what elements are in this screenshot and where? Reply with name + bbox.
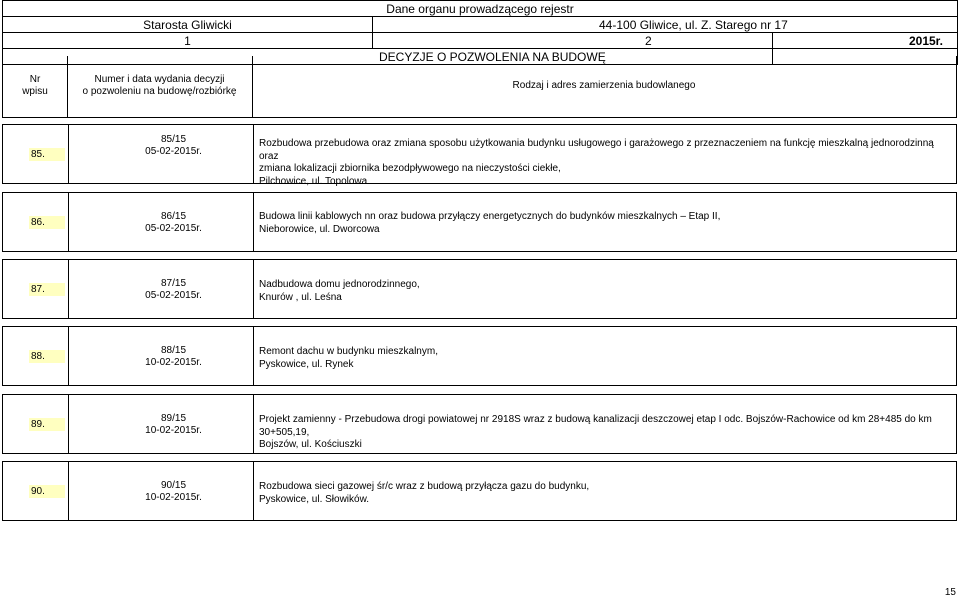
register-year: 2015r. [773, 33, 958, 49]
record-description-line: Budowa linii kablowych nn oraz budowa przyłączy energetycznych do budynków mieszkalnych – Etap II, [259, 211, 721, 222]
record-address: Bojszów, ul. Kościuszki [259, 439, 362, 450]
register-subtitle: DECYZJE O POZWOLENIA NA BUDOWĘ [3, 49, 773, 65]
record-row [2, 394, 957, 454]
record-decision-date: 05-02-2015r. [145, 223, 202, 234]
record-address: Nieborowice, ul. Dworcowa [259, 223, 380, 235]
record-decision-date: 10-02-2015r. [145, 425, 202, 436]
authority-address: 44-100 Gliwice, ul. Z. Starego nr 17 [373, 17, 958, 33]
record-decision-date: 10-02-2015r. [145, 357, 202, 368]
record-row [2, 259, 957, 319]
record-decision-number: 86/15 [160, 211, 187, 222]
column-header-decision [67, 56, 253, 118]
record-address: Pyskowice, ul. Rynek [259, 358, 354, 370]
record-description-line: zmiana lokalizacji zbiornika bezodpływowego na nieczystości ciekłe, [259, 163, 561, 174]
record-decision-number: 85/15 [160, 134, 187, 145]
record-row [2, 124, 957, 187]
record-nr: 89. [29, 418, 65, 431]
column-header-nr [2, 56, 68, 118]
record-decision-number: 88/15 [160, 345, 187, 356]
record-row [2, 192, 957, 252]
record-address: Knurów , ul. Leśna [259, 291, 342, 303]
page-number: 15 [944, 587, 956, 598]
record-nr: 86. [29, 216, 65, 229]
authority-name: Starosta Gliwicki [3, 17, 373, 33]
record-description-line: Remont dachu w budynku mieszkalnym, [259, 346, 438, 357]
register-title: Dane organu prowadzącego rejestr [3, 1, 958, 17]
record-nr: 88. [29, 350, 65, 363]
record-decision-number: 89/15 [160, 413, 187, 424]
record-decision-date: 10-02-2015r. [145, 492, 202, 503]
record-row [2, 326, 957, 386]
record-row [2, 461, 957, 521]
record-description-line: Rozbudowa przebudowa oraz zmiana sposobu użytkowania budynku usługowego i garażowego z przeznaczeniem na funkcję mieszkalną jednorodzinną oraz [259, 138, 934, 162]
record-address: Pilchowice, ul. Topolowa [259, 175, 368, 187]
record-decision-number: 87/15 [160, 278, 187, 289]
record-decision-date: 05-02-2015r. [145, 290, 202, 301]
column-header-description-label: Rodzaj i adres zamierzenia budowlanego [512, 80, 696, 91]
column-header-nr-line1: Nr [29, 74, 41, 85]
record-decision-date: 05-02-2015r. [145, 146, 202, 157]
record-nr: 90. [29, 485, 65, 498]
column-header-decision-line1: Numer i data wydania decyzji [94, 74, 225, 85]
record-description-line: Nadbudowa domu jednorodzinnego, [259, 279, 420, 290]
column-header-description [252, 56, 957, 118]
column-number-1: 1 [3, 33, 373, 49]
record-description-line: Rozbudowa sieci gazowej śr/c wraz z budową przyłącza gazu do budynku, [259, 481, 590, 492]
record-nr: 87. [29, 283, 65, 296]
record-nr: 85. [29, 148, 65, 161]
column-header-decision-line2: o pozwoleniu na budowę/rozbiórkę [82, 86, 237, 97]
column-header-nr-line2: wpisu [22, 86, 48, 97]
record-address: Pyskowice, ul. Słowików. [259, 493, 370, 505]
record-description-line: Projekt zamienny - Przebudowa drogi powiatowej nr 2918S wraz z budową kanalizacji deszczowej etap I odc. Bojszów-Rachowice od km 28+485 do km 30+505,19, [259, 414, 932, 438]
column-number-2: 2 [373, 33, 773, 49]
record-decision-number: 90/15 [160, 480, 187, 491]
